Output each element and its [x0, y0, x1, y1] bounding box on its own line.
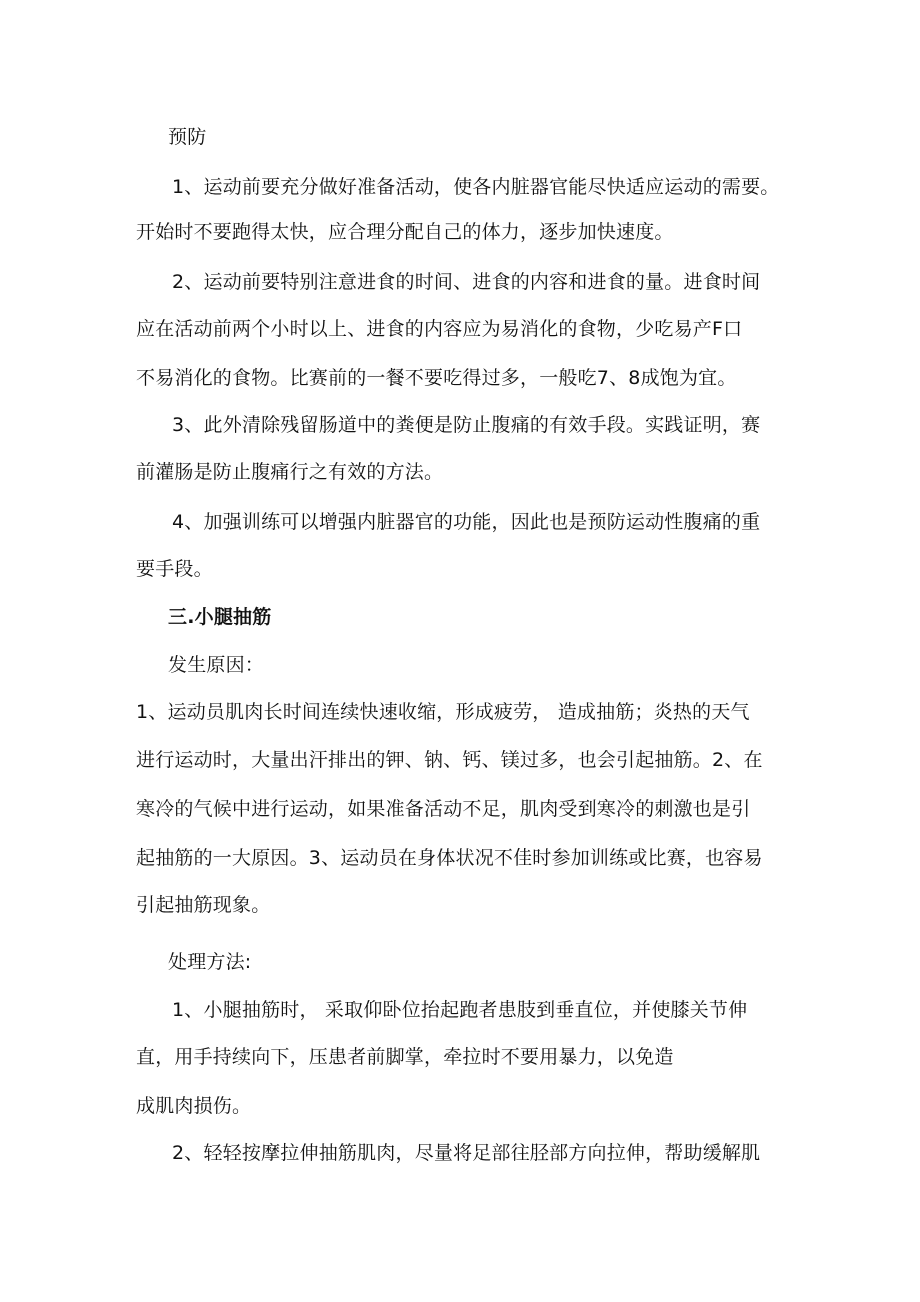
prevention-item-3-line-1: 3、此外清除残留肠道中的粪便是防止腹痛的有效手段。实践证明，赛	[172, 414, 761, 436]
causes-line-2: 进行运动时，大量出汗排出的钾、钠、钙、镁过多，也会引起抽筋。2、在	[136, 749, 763, 771]
causes-line-3: 寒冷的气候中进行运动，如果准备活动不足，肌肉受到寒冷的刺激也是引	[136, 798, 751, 820]
heading-prevention: 预防	[168, 126, 207, 148]
treatment-item-2-line-1: 2、轻轻按摩拉伸抽筋肌肉，尽量将足部往胫部方向拉伸，帮助缓解肌	[172, 1142, 761, 1164]
prevention-item-1-line-2: 开始时不要跑得太快，应合理分配自己的体力，逐步加快速度。	[136, 221, 674, 243]
prevention-item-2-line-1: 2、运动前要特别注意进食的时间、进食的内容和进食的量。进食时间	[172, 271, 761, 293]
treatment-item-1-line-2: 直，用手持续向下，压患者前脚掌，牵拉时不要用暴力，以免造	[136, 1046, 674, 1068]
causes-line-1: 1、运动员肌肉长时间连续快速收缩，形成疲劳， 造成抽筋；炎热的天气	[136, 701, 750, 723]
heading-causes: 发生原因：	[168, 654, 265, 676]
section-title: 三.小腿抽筋	[168, 606, 272, 628]
prevention-item-1-line-1: 1、运动前要充分做好准备活动，使各内脏器官能尽快适应运动的需要。	[172, 176, 780, 198]
prevention-item-4-line-2: 要手段。	[136, 558, 213, 580]
treatment-item-1-line-1: 1、小腿抽筋时， 采取仰卧位抬起跑者患肢到垂直位，并使膝关节伸	[172, 999, 748, 1021]
prevention-item-2-line-2: 应在活动前两个小时以上、进食的内容应为易消化的食物，少吃易产F口	[136, 318, 743, 340]
prevention-item-4-line-1: 4、加强训练可以增强内脏器官的功能，因此也是预防运动性腹痛的重	[172, 511, 761, 533]
prevention-item-3-line-2: 前灌肠是防止腹痛行之有效的方法。	[136, 461, 444, 483]
heading-treatment: 处理方法:	[168, 951, 252, 973]
causes-line-4: 起抽筋的一大原因。3、运动员在身体状况不佳时参加训练或比赛，也容易	[136, 847, 763, 869]
prevention-item-2-line-3: 不易消化的食物。比赛前的一餐不要吃得过多，一般吃7、8成饱为宜。	[136, 367, 737, 389]
causes-line-5: 引起抽筋现象。	[136, 894, 271, 916]
treatment-item-1-line-3: 成肌肉损伤。	[136, 1095, 252, 1117]
